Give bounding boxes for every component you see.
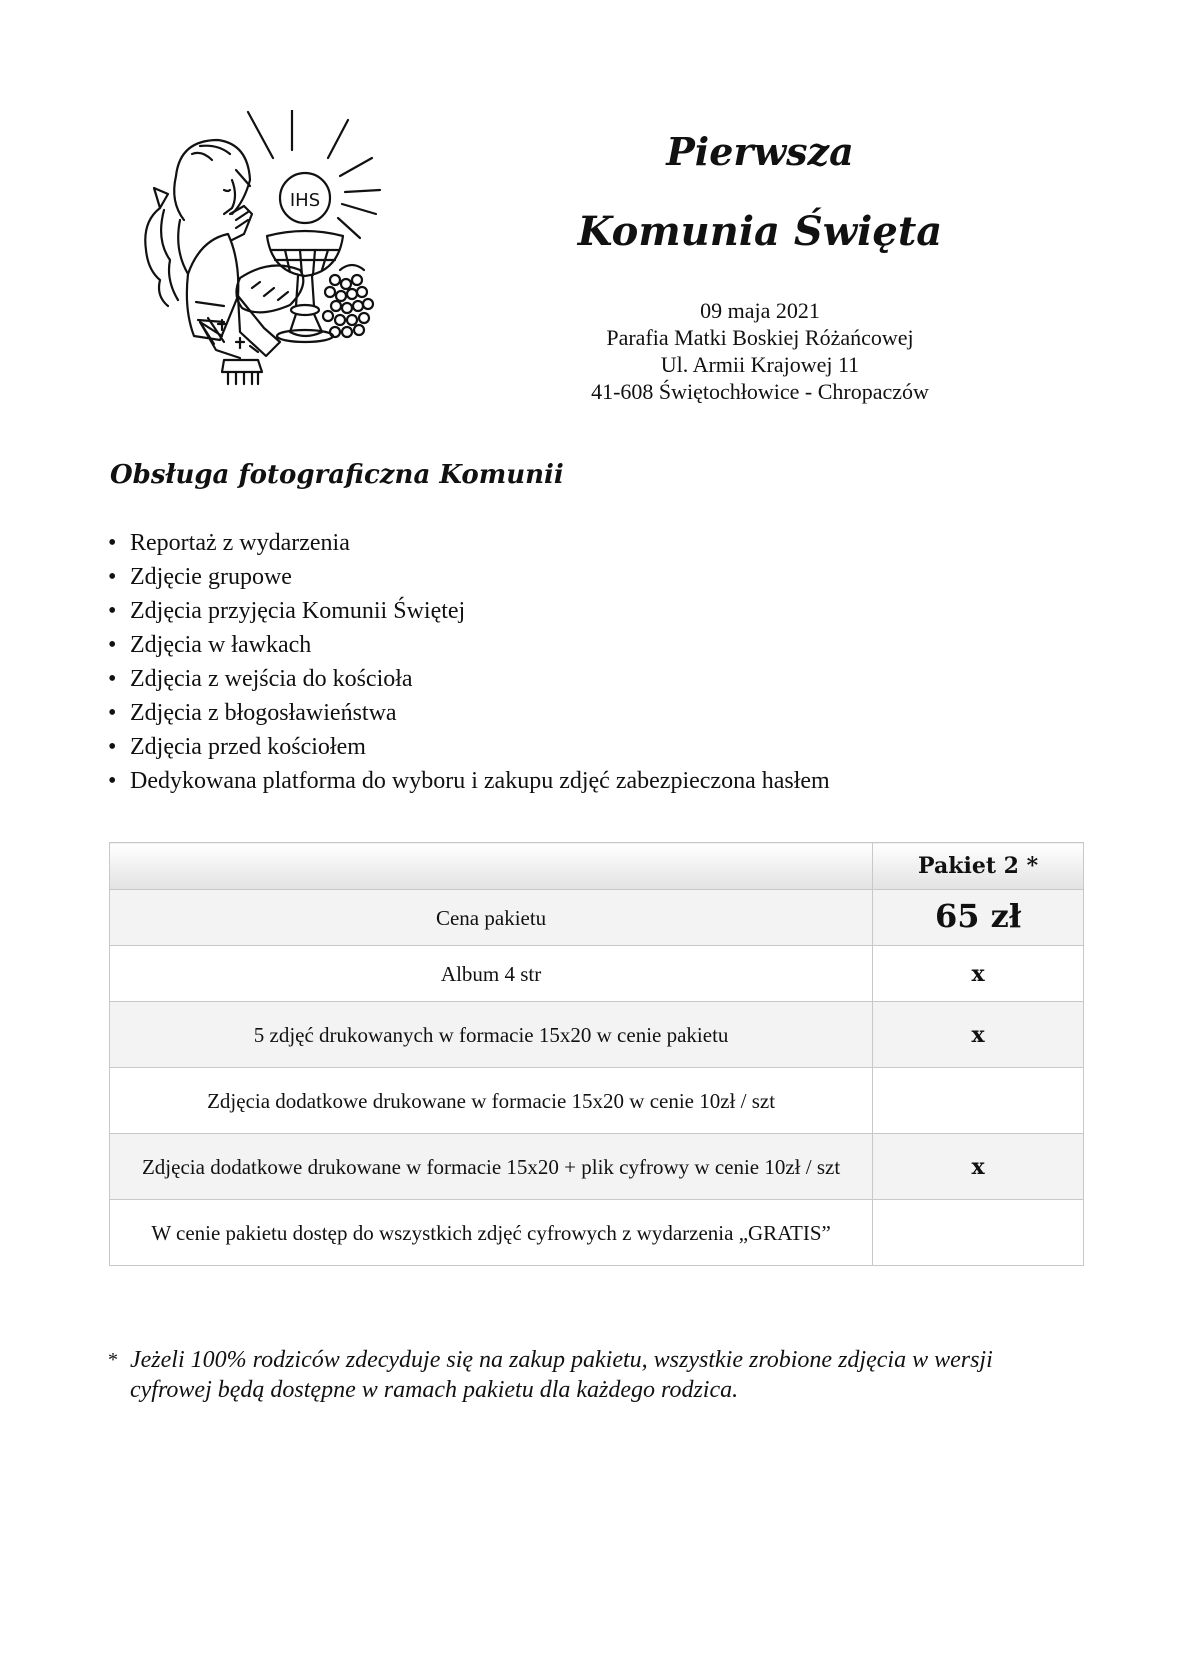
row-value	[873, 1068, 1084, 1134]
list-item	[108, 526, 830, 560]
list-item	[108, 764, 830, 798]
services-list	[108, 526, 830, 798]
list-item-text: Zdjęcia przyjęcia Komunii Świętej	[130, 598, 466, 624]
row-value	[873, 946, 1084, 1002]
price-amount: 65 zł	[935, 896, 1022, 935]
table-row	[110, 890, 1084, 946]
bullet-icon: •	[108, 530, 117, 556]
row-label: Zdjęcia dodatkowe drukowane w formacie 15x20 w cenie 10zł / szt	[110, 1068, 873, 1134]
list-item-text: Reportaż z wydarzenia	[130, 530, 350, 556]
event-city: 41-608 Świętochłowice - Chropaczów	[591, 379, 929, 404]
list-item-text: Zdjęcia z wejścia do kościoła	[130, 666, 413, 692]
row-value	[873, 1134, 1084, 1200]
event-street: Ul. Armii Krajowej 11	[660, 352, 860, 377]
table-row	[110, 1068, 1084, 1134]
table-header-row	[110, 843, 1084, 890]
table-row	[110, 1200, 1084, 1266]
event-info	[540, 297, 980, 405]
row-value	[873, 1200, 1084, 1266]
row-label: Zdjęcia dodatkowe drukowane w formacie 15x20 + plik cyfrowy w cenie 10zł / szt	[110, 1134, 873, 1200]
table-row	[110, 946, 1084, 1002]
package-table	[109, 842, 1084, 1266]
included-mark: x	[971, 1021, 985, 1048]
list-item	[108, 594, 830, 628]
list-item	[108, 560, 830, 594]
bullet-icon: •	[108, 734, 117, 760]
row-label: 5 zdjęć drukowanych w formacie 15x20 w cenie pakietu	[110, 1002, 873, 1068]
page-title-line2: Komunia Święta	[577, 208, 943, 255]
event-date: 09 maja 2021	[700, 298, 820, 323]
row-label: Cena pakietu	[110, 890, 873, 946]
list-item	[108, 696, 830, 730]
row-label: W cenie pakietu dostęp do wszystkich zdjęć cyfrowych z wydarzenia „GRATIS”	[110, 1200, 873, 1266]
header-description-cell	[110, 843, 873, 890]
list-item	[108, 730, 830, 764]
list-item-text: Zdjęcia z błogosławieństwa	[130, 700, 397, 726]
list-item-text: Dedykowana platforma do wyboru i zakupu zdjęć zabezpieczona hasłem	[130, 768, 830, 794]
footnote-text: Jeżeli 100% rodziców zdecyduje się na zakup pakietu, wszystkie zrobione zdjęcia w wersji cyfrowej będą dostępne w ramach pakietu dla każdego rodzica.	[130, 1347, 993, 1403]
header-package-cell: Pakiet 2 *	[873, 843, 1084, 890]
page-title-line1: Pierwsza	[666, 129, 854, 174]
row-value	[873, 1002, 1084, 1068]
bullet-icon: •	[108, 598, 117, 624]
included-mark: x	[971, 1153, 985, 1180]
footnote-marker: *	[108, 1349, 118, 1371]
event-parish: Parafia Matki Boskiej Różańcowej	[606, 325, 914, 350]
list-item	[108, 662, 830, 696]
bullet-icon: •	[108, 700, 117, 726]
list-item-text: Zdjęcia przed kościołem	[130, 734, 366, 760]
footnote	[108, 1345, 1068, 1405]
bullet-icon: •	[108, 768, 117, 794]
communion-illustration-icon	[140, 110, 410, 400]
ihs-label: IHS	[289, 190, 321, 211]
bullet-icon: •	[108, 632, 117, 658]
price-value	[873, 890, 1084, 946]
bullet-icon: •	[108, 564, 117, 590]
row-label: Album 4 str	[110, 946, 873, 1002]
list-item	[108, 628, 830, 662]
included-mark: x	[971, 960, 985, 987]
table-row	[110, 1134, 1084, 1200]
table-row	[110, 1002, 1084, 1068]
title-block	[560, 130, 960, 254]
bullet-icon: •	[108, 666, 117, 692]
list-item-text: Zdjęcia w ławkach	[130, 632, 312, 658]
list-item-text: Zdjęcie grupowe	[130, 564, 292, 590]
services-heading: Obsługa fotograficzna Komunii	[110, 460, 564, 490]
